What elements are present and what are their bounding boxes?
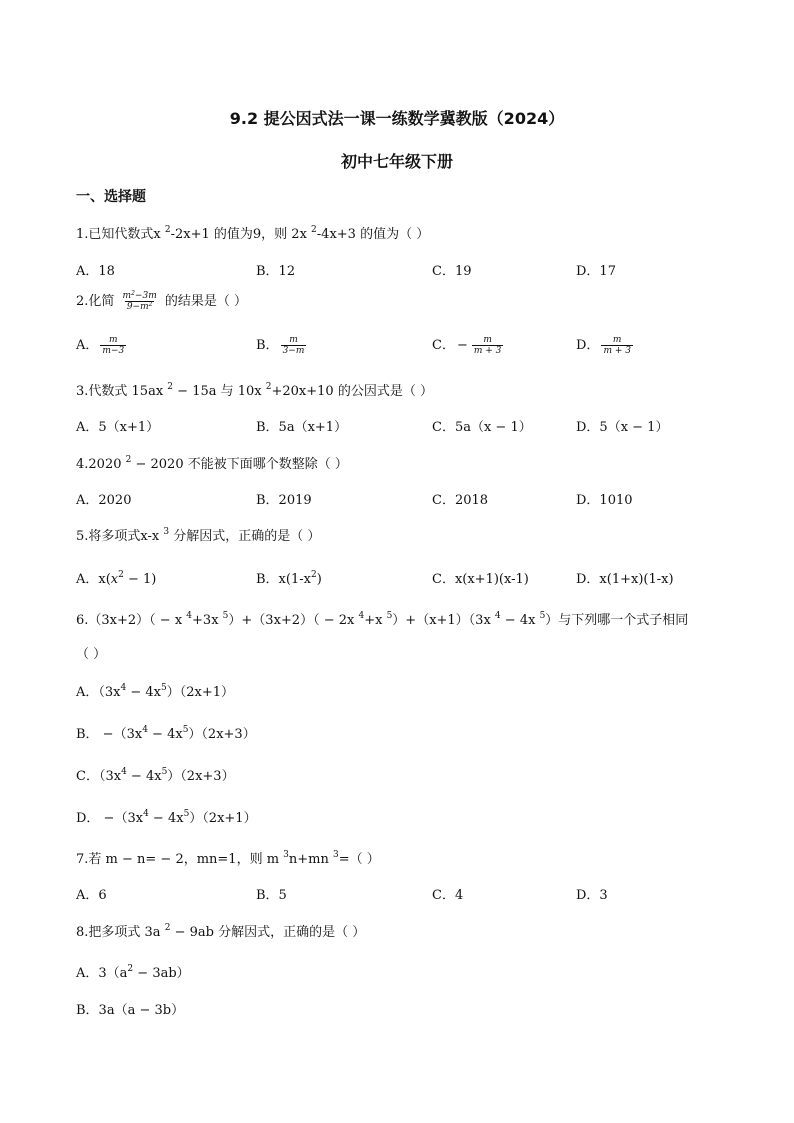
question-7: 7.若 m − n= − 2，mn=1，则 m $^3$n+mn $^3$=（ ） [76,850,380,867]
q1-option-b: B．12 [256,264,296,279]
question-2: 2.化简 $\frac{m^2-3m}{9-m^2}$ 的结果是（ ） [76,290,247,312]
q8-option-a: A．$3(a^2 - 3ab)$ [76,964,190,981]
q2-option-d: D． $\frac{m}{m + 3}$ [576,335,631,356]
q1-option-a: A．18 [76,264,115,279]
q8-option-b: B．3a（a − 3b） [76,1003,185,1018]
q2-option-b: B． $\frac{m}{3-m}$ [256,335,305,356]
document-title: 9.2 提公因式法一课一练数学冀教版（2024） [229,109,565,128]
q3-option-b: B．5a（x+1） [256,420,348,435]
document-subtitle: 初中七年级下册 [340,152,453,171]
q2-option-c: C． − $\frac{m}{m + 3}$ [432,335,502,356]
question-6: 6.（3x+2）（ − x $^4$+3x $^5$）+（3x+2）（ − 2x $^4$+x $^5$）+（x+1）（3x $^4$ − 4x $^5$）与下列哪一个式子相同 [76,611,689,628]
q1-option-d: D．17 [576,264,616,279]
q3-option-a: A．5（x+1） [76,420,160,435]
q2-fraction: $\frac{m^2-3m}{9-m^2}$ [122,290,157,312]
q4-option-a: A．2020 [76,493,132,508]
q6-option-c: C．$(3x^4 - 4x^5)(2x+3)$ [76,767,235,784]
q5-option-a: A．$x(x^2 - 1)$ [76,570,157,587]
q4-option-b: B．2019 [256,493,312,508]
q5-option-b: B．$x(1-x^2)$ [256,570,322,587]
question-8: 8.把多项式 3a $^2$ − 9ab 分解因式，正确的是（ ） [76,923,366,940]
q5-option-c: C．x(x+1)(x-1) [432,572,529,587]
q7-option-c: C．4 [432,888,464,903]
question-3: 3.代数式 15ax $^2$ − 15a 与 10x $^2$+20x+10 的公因式是（ ） [76,382,433,399]
question-1: 1.已知代数式x $^2$-2x+1 的值为9，则 2x $^2$-4x+3 的值为（ ） [76,225,430,242]
q6-option-b: B． $-(3x^4 - 4x^5)(2x+3)$ [76,725,256,742]
question-4: 4.2020 $^2$ − 2020 不能被下面哪个数整除（ ） [76,455,348,472]
section-heading: 一、选择题 [76,189,146,205]
q2-option-a: A． $\frac{m}{m-3}$ [76,335,125,356]
question-6-line2: （ ） [76,647,107,662]
q1-option-c: C．19 [432,264,472,279]
q7-option-d: D．3 [576,888,608,903]
q6-option-d: D． $-(3x^4 - 4x^5)(2x+1)$ [76,809,257,826]
q6-option-a: A．$(3x^4 - 4x^5)(2x+1)$ [76,683,235,700]
question-5: 5.将多项式x-x $^3$ 分解因式，正确的是（ ） [76,527,321,544]
q5-option-d: D．x(1+x)(1-x) [576,572,674,587]
q3-option-c: C．5a（x − 1） [432,420,532,435]
q4-option-d: D．1010 [576,493,633,508]
q3-option-d: D．5（x − 1） [576,420,669,435]
q7-option-a: A．6 [76,888,107,903]
q4-option-c: C．2018 [432,493,489,508]
q7-option-b: B．5 [256,888,287,903]
